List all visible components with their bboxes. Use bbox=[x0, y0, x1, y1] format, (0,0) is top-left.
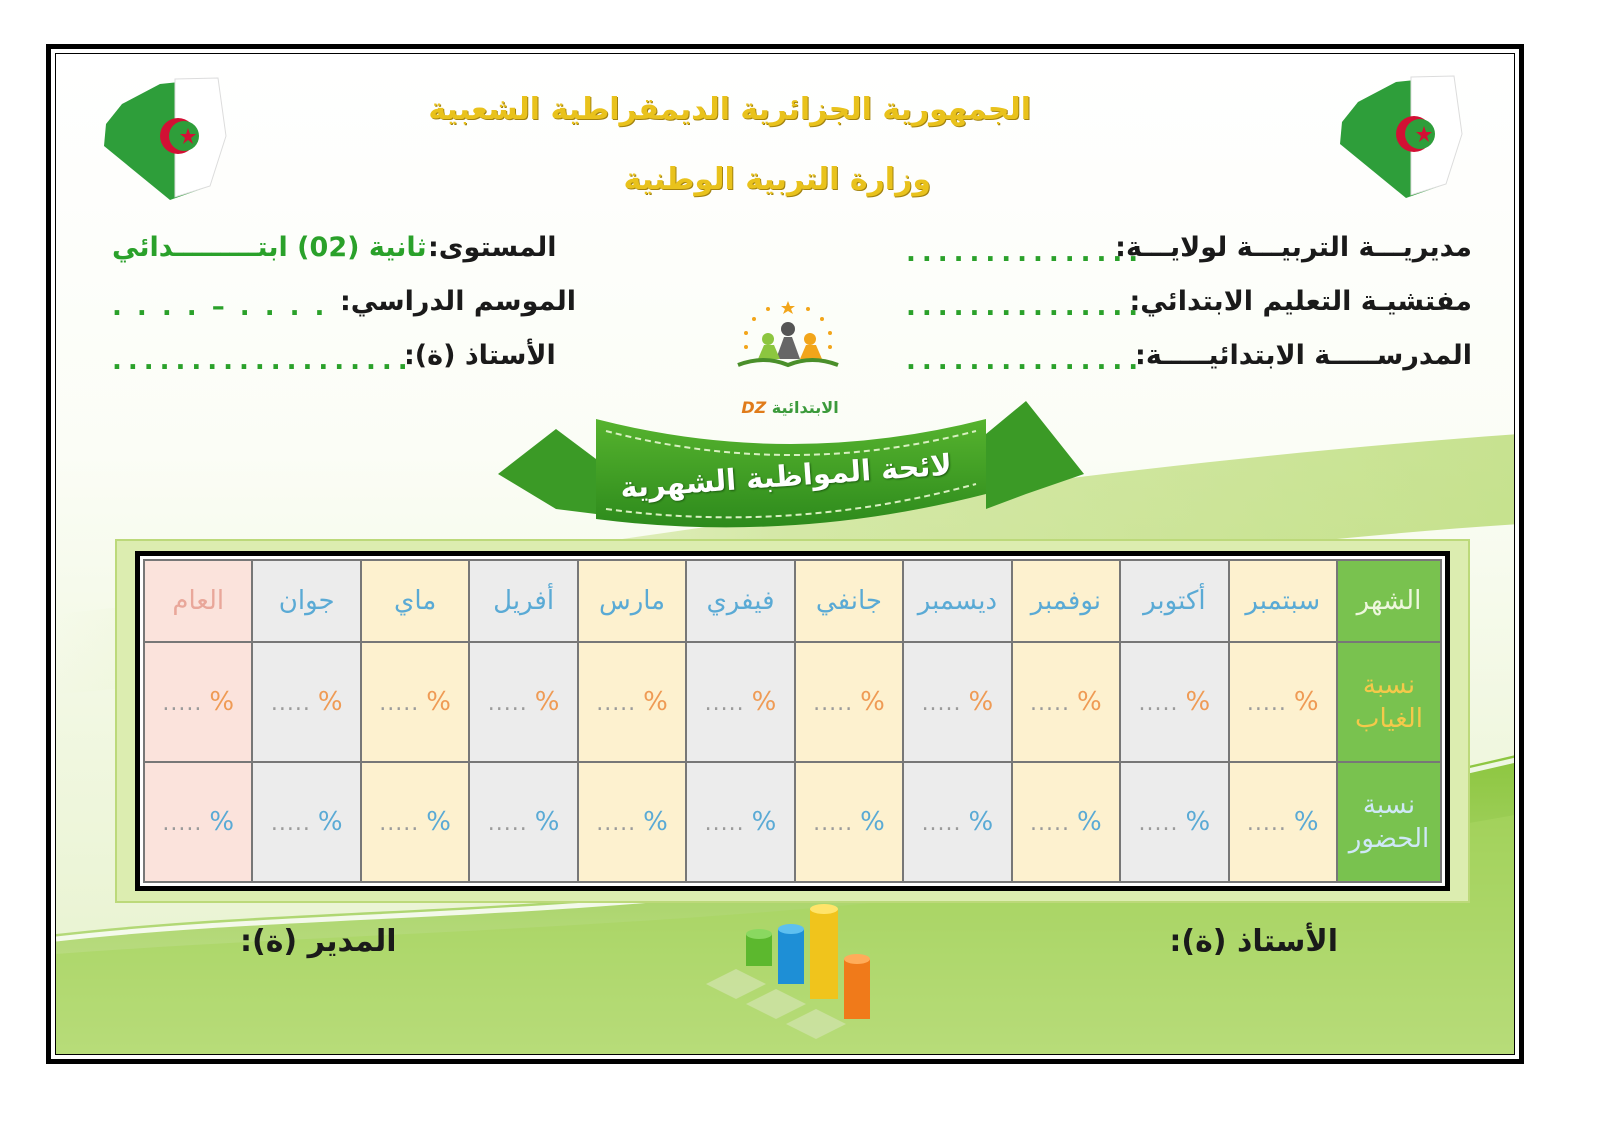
school-logo-icon bbox=[724, 299, 852, 371]
absence-cell[interactable]: % ..... bbox=[795, 642, 903, 762]
absence-cell[interactable]: % ..... bbox=[1012, 642, 1120, 762]
month-header: سبتمبر bbox=[1229, 560, 1337, 642]
presence-cell[interactable]: % ..... bbox=[578, 762, 686, 882]
algeria-map-icon-left bbox=[100, 76, 230, 201]
table-frame bbox=[135, 551, 1450, 891]
presence-cell[interactable]: % ..... bbox=[1012, 762, 1120, 882]
month-header: مارس bbox=[578, 560, 686, 642]
presence-label-line1: نسبة bbox=[1362, 790, 1416, 820]
absence-cell[interactable]: % ..... bbox=[578, 642, 686, 762]
presence-cell[interactable]: % ..... bbox=[1120, 762, 1228, 882]
presence-cell[interactable]: % ..... bbox=[469, 762, 577, 882]
absence-cell[interactable]: % ..... bbox=[1120, 642, 1228, 762]
presence-cell[interactable]: % ..... bbox=[252, 762, 360, 882]
table-header-row bbox=[144, 560, 1441, 642]
logo-text: الابتدائية bbox=[771, 398, 839, 417]
school-value: ............... bbox=[906, 346, 1145, 376]
bar-chart-decoration-icon bbox=[706, 904, 886, 1054]
month-header: أكتوبر bbox=[1120, 560, 1228, 642]
absence-row bbox=[144, 642, 1441, 762]
footer-teacher-signature: الأستاذ (ة): bbox=[1169, 924, 1338, 959]
presence-row bbox=[144, 762, 1441, 882]
season-value: . . . . – . . . . bbox=[112, 292, 328, 322]
teacher-value: ................... bbox=[112, 346, 414, 376]
month-header: نوفمبر bbox=[1012, 560, 1120, 642]
absence-cell[interactable]: % ..... bbox=[903, 642, 1011, 762]
document-inner bbox=[55, 53, 1515, 1055]
inspectorate-label: مفتشيـة التعليم الابتدائي: bbox=[1129, 286, 1472, 317]
month-header: جوان bbox=[252, 560, 360, 642]
level-label: المستوى: bbox=[428, 232, 557, 263]
month-header: فيفري bbox=[686, 560, 794, 642]
level-value: ثانية (02) ابتـــــــــدائي bbox=[112, 232, 427, 263]
month-header: ديسمبر bbox=[903, 560, 1011, 642]
absence-cell[interactable]: % ..... bbox=[469, 642, 577, 762]
absence-cell[interactable]: % ..... bbox=[252, 642, 360, 762]
year-header: العام bbox=[144, 560, 252, 642]
republic-title: الجمهورية الجزائرية الديمقراطية الشعبية bbox=[428, 92, 1031, 127]
absence-rate-label bbox=[1337, 642, 1441, 762]
table-panel bbox=[115, 539, 1470, 903]
month-header: أفريل bbox=[469, 560, 577, 642]
ministry-title: وزارة التربية الوطنية bbox=[623, 162, 931, 197]
presence-cell-year[interactable]: % ..... bbox=[144, 762, 252, 882]
presence-cell[interactable]: % ..... bbox=[1229, 762, 1337, 882]
presence-cell[interactable]: % ..... bbox=[361, 762, 469, 882]
presence-label-line2: الحضور bbox=[1348, 824, 1430, 854]
attendance-table bbox=[143, 559, 1442, 883]
teacher-label: الأستاذ (ة): bbox=[404, 340, 556, 371]
banner-title: لائحة المواظبة الشهرية bbox=[619, 447, 953, 505]
directorate-label: مديريـــة التربيـــة لولايـــة: bbox=[1115, 232, 1472, 263]
presence-cell[interactable]: % ..... bbox=[795, 762, 903, 882]
logo-dz-badge: DZ bbox=[741, 398, 767, 417]
season-label: الموسم الدراسي: bbox=[340, 286, 576, 317]
absence-cell-year[interactable]: % ..... bbox=[144, 642, 252, 762]
absence-label-line2: الغياب bbox=[1355, 704, 1423, 734]
absence-cell[interactable]: % ..... bbox=[361, 642, 469, 762]
directorate-value: ............... bbox=[906, 238, 1145, 268]
presence-rate-label bbox=[1337, 762, 1441, 882]
inspectorate-value: ............... bbox=[906, 292, 1145, 322]
school-label: المدرســـــة الابتدائيـــــة: bbox=[1135, 340, 1472, 371]
month-header: جانفي bbox=[795, 560, 903, 642]
document-page bbox=[46, 44, 1524, 1064]
footer-director-signature: المدير (ة): bbox=[240, 924, 397, 959]
absence-label-line1: نسبة bbox=[1362, 670, 1416, 700]
absence-cell[interactable]: % ..... bbox=[686, 642, 794, 762]
absence-cell[interactable]: % ..... bbox=[1229, 642, 1337, 762]
presence-cell[interactable]: % ..... bbox=[903, 762, 1011, 882]
month-column-header: الشهر bbox=[1337, 560, 1441, 642]
algeria-map-icon-right bbox=[1336, 74, 1466, 199]
month-header: ماي bbox=[361, 560, 469, 642]
presence-cell[interactable]: % ..... bbox=[686, 762, 794, 882]
